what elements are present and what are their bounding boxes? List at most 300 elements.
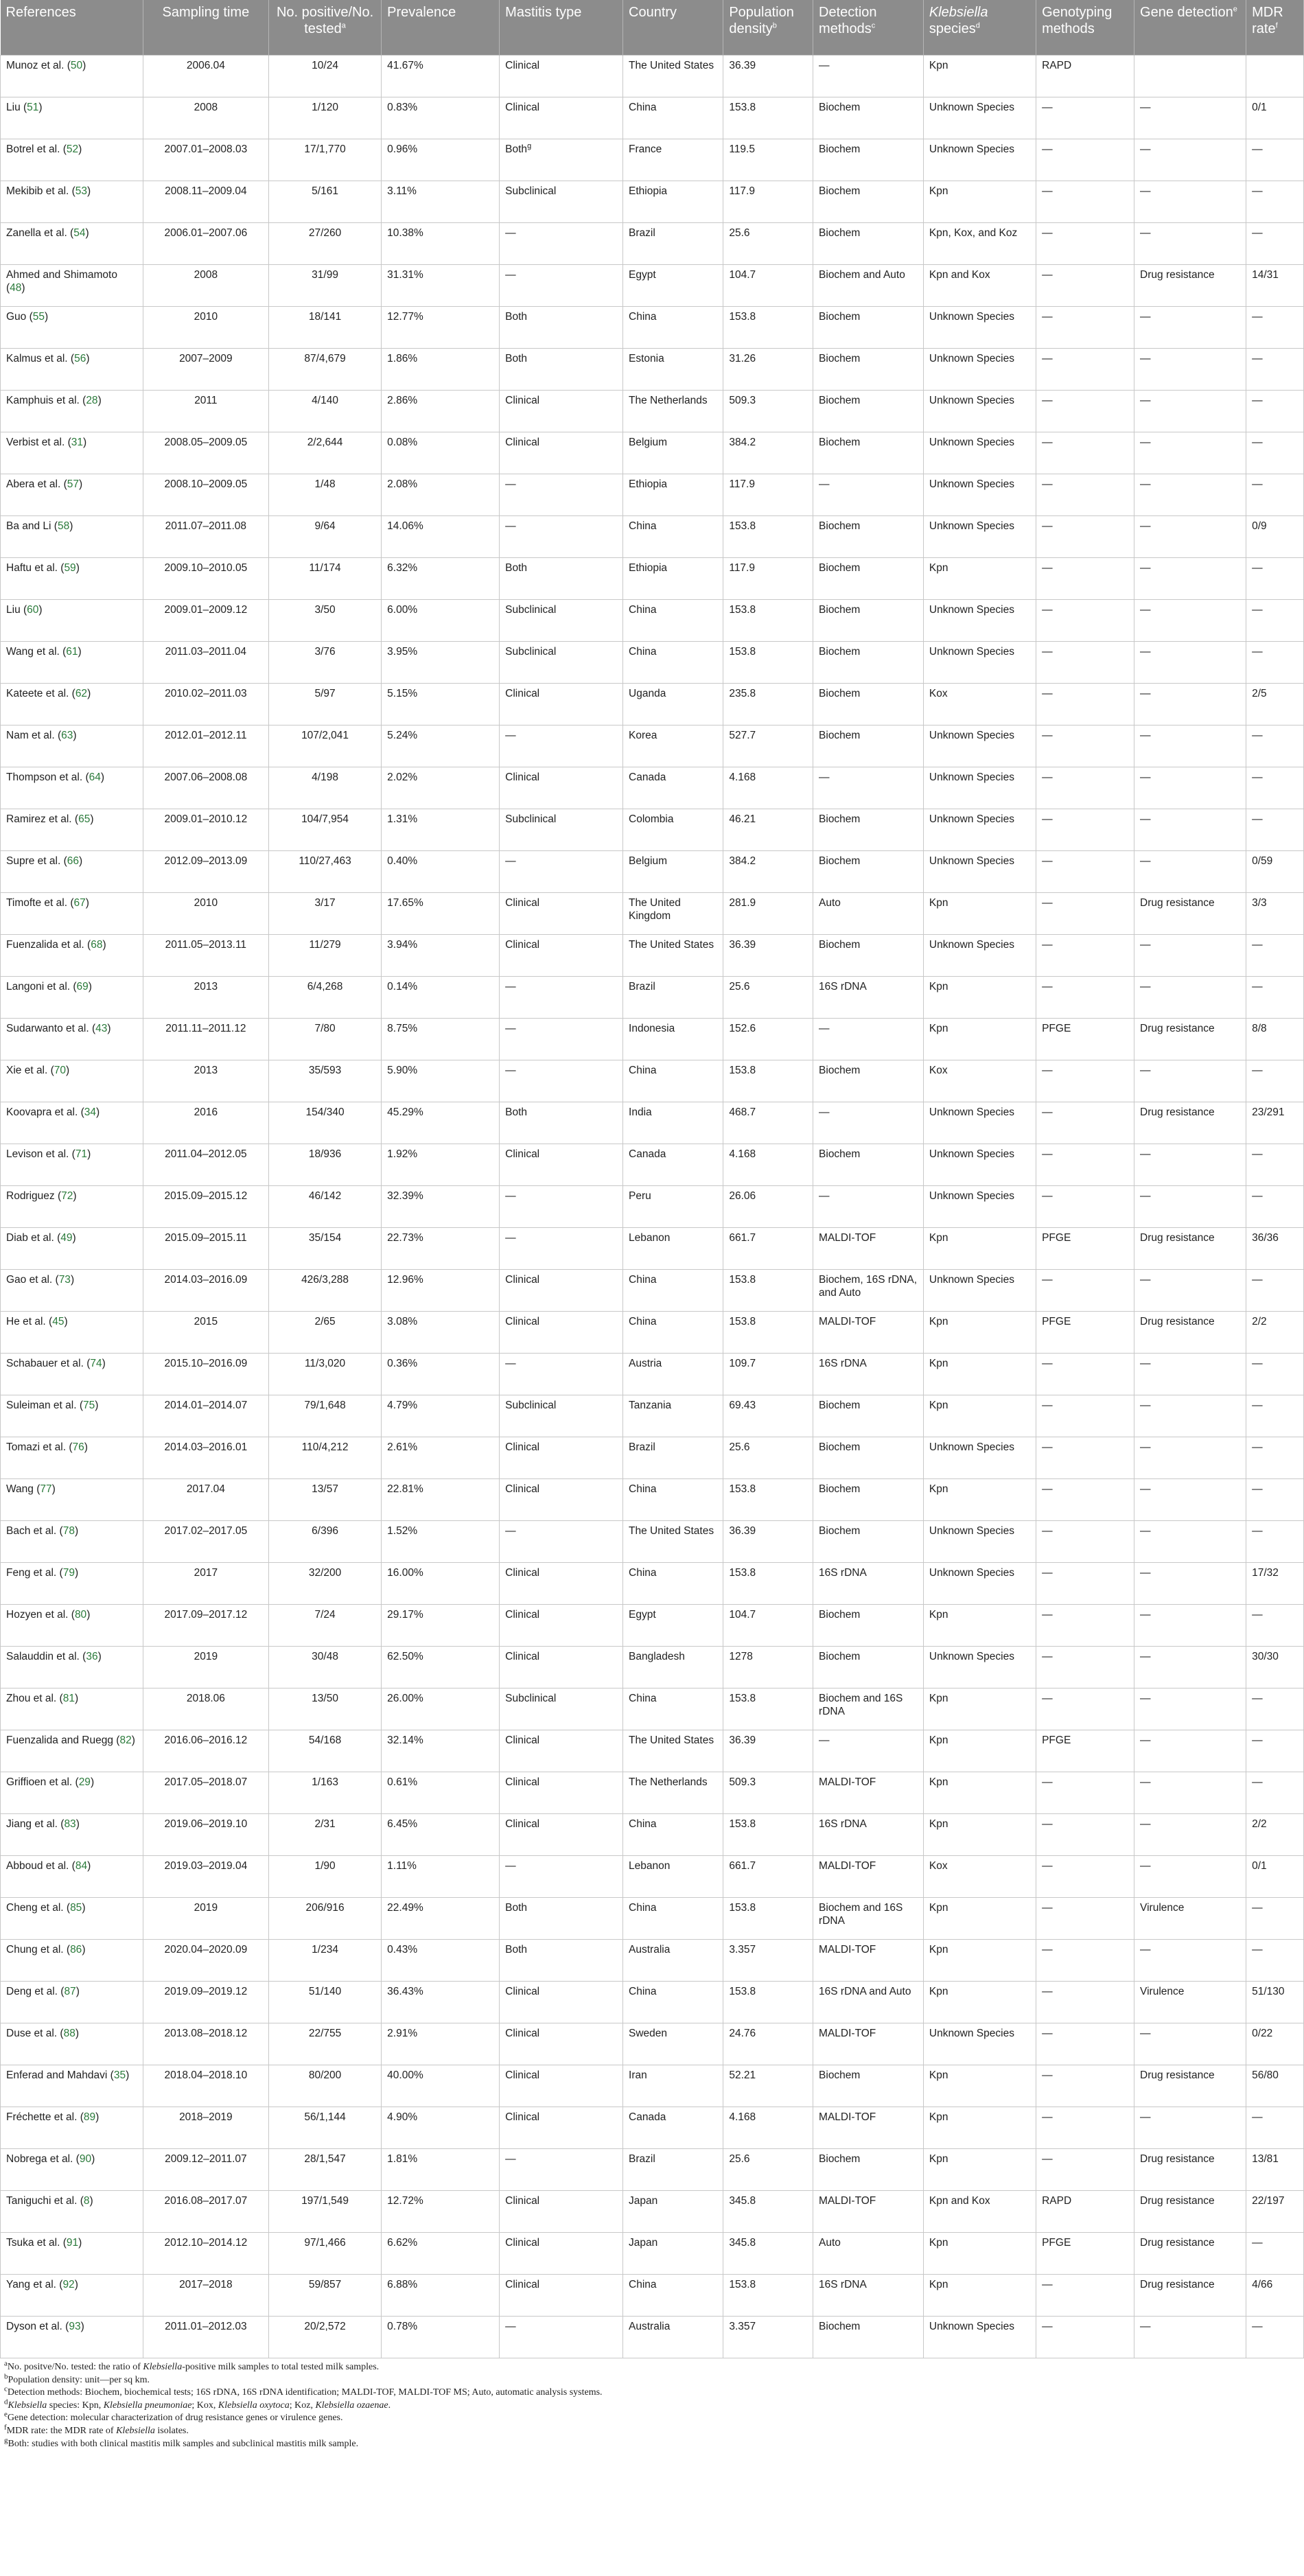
gene-detection-value: Drug resistance bbox=[1140, 897, 1215, 909]
cell-genotyping-methods bbox=[1036, 1982, 1134, 2023]
reference-link[interactable]: 49 bbox=[60, 1232, 73, 1244]
mastitis-type-value: Subclinical bbox=[505, 646, 557, 658]
prevalence-value: 3.94% bbox=[387, 939, 418, 951]
mdr-rate-value: — bbox=[1252, 227, 1263, 239]
mastitis-type-value: Clinical bbox=[505, 1734, 540, 1746]
cell-genotyping-methods bbox=[1036, 2275, 1134, 2317]
sampling-time-value: 2008.11–2009.04 bbox=[165, 185, 247, 197]
table-row bbox=[1, 1312, 1304, 1354]
cell-reference: He et al. (45) bbox=[1, 1312, 143, 1354]
klebsiella-species-value: Kpn bbox=[929, 1986, 948, 1997]
cell-population-density bbox=[723, 223, 813, 265]
mdr-rate-value: 0/9 bbox=[1252, 520, 1267, 532]
detection-methods-value: Biochem bbox=[819, 1400, 861, 1411]
cell-positive-tested bbox=[268, 1814, 381, 1856]
cell-sampling-time bbox=[143, 767, 268, 809]
cell-genotyping-methods bbox=[1036, 767, 1134, 809]
reference-link[interactable]: 29 bbox=[78, 1776, 91, 1788]
population-density-value: 527.7 bbox=[729, 730, 756, 741]
cell-gene-detection bbox=[1134, 1479, 1246, 1521]
cell-mastitis-type bbox=[500, 1856, 623, 1898]
country-value: Canada bbox=[629, 771, 666, 783]
detection-methods-value: Biochem bbox=[819, 353, 861, 364]
cell-gene-detection bbox=[1134, 1856, 1246, 1898]
cell-mastitis-type bbox=[500, 2023, 623, 2065]
cell-sampling-time bbox=[143, 1060, 268, 1102]
reference-author: Wang bbox=[6, 1483, 34, 1495]
cell-population-density bbox=[723, 642, 813, 684]
reference-link[interactable]: 31 bbox=[71, 437, 84, 448]
sampling-time-value: 2008.05–2009.05 bbox=[164, 437, 248, 448]
gene-detection-value: — bbox=[1140, 1609, 1151, 1621]
reference-link[interactable]: 62 bbox=[75, 688, 88, 699]
sampling-time-value: 2017 bbox=[194, 1567, 218, 1579]
mdr-rate-value: — bbox=[1252, 1693, 1263, 1704]
cell-country bbox=[623, 391, 723, 432]
mdr-rate-value: 13/81 bbox=[1252, 2153, 1279, 2165]
gene-detection-value: — bbox=[1140, 143, 1151, 155]
cell-positive-tested bbox=[268, 181, 381, 223]
reference-link[interactable]: 90 bbox=[79, 2153, 92, 2165]
cell-klebsiella-species bbox=[923, 1940, 1036, 1982]
mastitis-type-value: Both bbox=[505, 353, 528, 364]
population-density-value: 468.7 bbox=[729, 1106, 756, 1118]
reference-link[interactable]: 59 bbox=[64, 562, 76, 574]
sampling-time-value: 2012.10–2014.12 bbox=[164, 2237, 248, 2249]
reference-link[interactable]: 84 bbox=[75, 1860, 88, 1872]
reference-author: Fréchette et al. bbox=[6, 2111, 78, 2123]
cell-sampling-time bbox=[143, 726, 268, 767]
cell-positive-tested bbox=[268, 2065, 381, 2107]
cell-prevalence bbox=[382, 2275, 500, 2317]
cell-gene-detection bbox=[1134, 1772, 1246, 1814]
cell-reference: Liu (51) bbox=[1, 97, 143, 139]
cell-sampling-time bbox=[143, 2233, 268, 2275]
cell-reference: Feng et al. (79) bbox=[1, 1563, 143, 1605]
reference-link[interactable]: 58 bbox=[57, 520, 70, 532]
table-row bbox=[1, 1144, 1304, 1186]
mastitis-type-value: Clinical bbox=[505, 395, 540, 406]
footnote-text: MDR rate: the MDR rate of bbox=[6, 2425, 117, 2436]
prevalence-value: 10.38% bbox=[387, 227, 423, 239]
reference-link[interactable]: 35 bbox=[113, 2069, 126, 2081]
detection-methods-value: Biochem and 16S rDNA bbox=[819, 1693, 903, 1717]
table-row bbox=[1, 977, 1304, 1019]
reference-link[interactable]: 83 bbox=[64, 1818, 76, 1830]
detection-methods-value: Biochem bbox=[819, 730, 861, 741]
mastitis-type-value: Both bbox=[505, 143, 528, 155]
cell-sampling-time bbox=[143, 2065, 268, 2107]
header-country: Country bbox=[623, 0, 723, 56]
reference-link[interactable]: 82 bbox=[119, 1734, 132, 1746]
reference-link[interactable]: 69 bbox=[76, 981, 89, 993]
cell-detection-methods bbox=[813, 349, 924, 391]
cell-reference: Fuenzalida and Ruegg (82) bbox=[1, 1730, 143, 1772]
reference-link[interactable]: 67 bbox=[73, 897, 86, 909]
klebsiella-species-value: Kpn bbox=[929, 981, 948, 993]
table-row bbox=[1, 1437, 1304, 1479]
prevalence-value: 0.40% bbox=[387, 855, 418, 867]
reference-link[interactable]: 64 bbox=[89, 771, 101, 783]
country-value: Lebanon bbox=[629, 1860, 671, 1872]
cell-mastitis-type bbox=[500, 1060, 623, 1102]
footnote-marker: d bbox=[4, 2398, 8, 2406]
reference-link[interactable]: 91 bbox=[66, 2237, 79, 2249]
cell-country bbox=[623, 1479, 723, 1521]
cell-detection-methods bbox=[813, 1144, 924, 1186]
cell-genotyping-methods bbox=[1036, 1730, 1134, 1772]
cell-mdr-rate bbox=[1246, 1563, 1304, 1605]
reference-author: Gao et al. bbox=[6, 1274, 53, 1286]
genotyping-methods-value: — bbox=[1042, 102, 1053, 113]
cell-mdr-rate bbox=[1246, 2023, 1304, 2065]
cell-klebsiella-species bbox=[923, 1186, 1036, 1228]
prevalence-value: 40.00% bbox=[387, 2069, 423, 2081]
reference-link[interactable]: 51 bbox=[27, 102, 39, 113]
cell-sampling-time bbox=[143, 684, 268, 726]
cell-genotyping-methods bbox=[1036, 600, 1134, 642]
reference-link[interactable]: 66 bbox=[67, 855, 79, 867]
cell-reference: Diab et al. (49) bbox=[1, 1228, 143, 1270]
footnote-marker: c bbox=[4, 2384, 8, 2393]
cell-mastitis-type bbox=[500, 684, 623, 726]
cell-country bbox=[623, 1354, 723, 1395]
detection-methods-value: Biochem bbox=[819, 1609, 861, 1621]
cell-mastitis-type bbox=[500, 1772, 623, 1814]
gene-detection-value: Drug resistance bbox=[1140, 2237, 1215, 2249]
reference-link[interactable]: 61 bbox=[66, 646, 78, 658]
prevalence-value: 41.67% bbox=[387, 60, 423, 71]
genotyping-methods-value: — bbox=[1042, 1190, 1053, 1202]
cell-sampling-time bbox=[143, 809, 268, 851]
mdr-rate-value: 8/8 bbox=[1252, 1023, 1267, 1034]
positive-tested-value: 197/1,549 bbox=[301, 2195, 349, 2207]
prevalence-value: 1.81% bbox=[387, 2153, 418, 2165]
genotyping-methods-value: — bbox=[1042, 1148, 1053, 1160]
cell-genotyping-methods bbox=[1036, 1647, 1134, 1689]
reference-link[interactable]: 50 bbox=[70, 60, 83, 71]
cell-prevalence bbox=[382, 1437, 500, 1479]
reference-link[interactable]: 77 bbox=[40, 1483, 52, 1495]
cell-reference: Duse et al. (88) bbox=[1, 2023, 143, 2065]
gene-detection-value: — bbox=[1140, 1693, 1151, 1704]
sampling-time-value: 2014.03–2016.01 bbox=[164, 1441, 248, 1453]
cell-genotyping-methods bbox=[1036, 391, 1134, 432]
cell-mastitis-type bbox=[500, 391, 623, 432]
reference-link[interactable]: 85 bbox=[70, 1902, 82, 1914]
cell-sampling-time bbox=[143, 1354, 268, 1395]
cell-detection-methods bbox=[813, 1228, 924, 1270]
sampling-time-value: 2011 bbox=[194, 395, 218, 406]
gene-detection-value: — bbox=[1140, 730, 1151, 741]
mdr-rate-value: — bbox=[1252, 1902, 1263, 1914]
cell-reference: Cheng et al. (85) bbox=[1, 1898, 143, 1940]
prevalence-value: 6.45% bbox=[387, 1818, 418, 1830]
cell-gene-detection bbox=[1134, 1605, 1246, 1647]
reference-link[interactable]: 88 bbox=[63, 2028, 75, 2039]
cell-country bbox=[623, 1186, 723, 1228]
reference-link[interactable]: 73 bbox=[58, 1274, 71, 1286]
cell-prevalence bbox=[382, 1060, 500, 1102]
detection-methods-value: Biochem bbox=[819, 2321, 861, 2332]
cell-gene-detection bbox=[1134, 2065, 1246, 2107]
cell-gene-detection bbox=[1134, 2149, 1246, 2191]
reference-link[interactable]: 36 bbox=[86, 1651, 98, 1662]
reference-link[interactable]: 86 bbox=[70, 1944, 82, 1956]
klebsiella-species-value: Unknown Species bbox=[929, 604, 1014, 616]
mdr-rate-value: — bbox=[1252, 771, 1263, 783]
footnote-marker: g bbox=[4, 2435, 8, 2444]
cell-mastitis-type bbox=[500, 2149, 623, 2191]
klebsiella-species-value: Kox bbox=[929, 1860, 948, 1872]
gene-detection-value: — bbox=[1140, 2321, 1151, 2332]
footnote-marker: a bbox=[4, 2359, 8, 2368]
positive-tested-value: 9/64 bbox=[314, 520, 336, 532]
cell-sampling-time bbox=[143, 1689, 268, 1730]
klebsiella-species-value: Kpn bbox=[929, 1358, 948, 1369]
prevalence-value: 0.08% bbox=[387, 437, 418, 448]
cell-sampling-time bbox=[143, 1898, 268, 1940]
reference-author: Deng et al. bbox=[6, 1986, 58, 1997]
population-density-value: 153.8 bbox=[729, 1818, 756, 1830]
gene-detection-value: — bbox=[1140, 2028, 1151, 2039]
cell-klebsiella-species bbox=[923, 1479, 1036, 1521]
country-value: Brazil bbox=[629, 981, 655, 993]
cell-population-density bbox=[723, 1060, 813, 1102]
cell-gene-detection bbox=[1134, 600, 1246, 642]
cell-klebsiella-species bbox=[923, 1437, 1036, 1479]
cell-mdr-rate bbox=[1246, 1144, 1304, 1186]
population-density-value: 1278 bbox=[729, 1651, 753, 1662]
cell-reference: Gao et al. (73) bbox=[1, 1270, 143, 1312]
reference-link[interactable]: 55 bbox=[32, 311, 45, 323]
cell-mdr-rate bbox=[1246, 2275, 1304, 2317]
genotyping-methods-value: — bbox=[1042, 353, 1053, 364]
reference-link[interactable]: 57 bbox=[67, 478, 79, 490]
detection-methods-value: Biochem bbox=[819, 227, 861, 239]
reference-link[interactable]: 48 bbox=[10, 282, 22, 294]
table-row bbox=[1, 1647, 1304, 1689]
reference-link[interactable]: 75 bbox=[83, 1400, 95, 1411]
table-row bbox=[1, 1856, 1304, 1898]
cell-mastitis-type bbox=[500, 1940, 623, 1982]
genotyping-methods-value: — bbox=[1042, 562, 1053, 574]
cell-detection-methods bbox=[813, 1689, 924, 1730]
footnote-text: species: Kpn, bbox=[47, 2400, 104, 2411]
reference-link[interactable]: 68 bbox=[91, 939, 103, 951]
mdr-rate-value: 14/31 bbox=[1252, 269, 1279, 281]
reference-link[interactable]: 54 bbox=[73, 227, 86, 239]
cell-prevalence bbox=[382, 977, 500, 1019]
cell-sampling-time bbox=[143, 1312, 268, 1354]
cell-country bbox=[623, 1730, 723, 1772]
country-value: China bbox=[629, 1316, 657, 1327]
klebsiella-species-value: Unknown Species bbox=[929, 939, 1014, 951]
country-value: Uganda bbox=[629, 688, 666, 699]
cell-gene-detection bbox=[1134, 1102, 1246, 1144]
footnote-text: Both: studies with both clinical mastitis milk samples and subclinical mastitis milk sample. bbox=[8, 2438, 359, 2449]
reference-author: Koovapra et al. bbox=[6, 1106, 78, 1118]
population-density-value: 235.8 bbox=[729, 688, 756, 699]
reference-link[interactable]: 63 bbox=[61, 730, 73, 741]
detection-methods-value: Biochem bbox=[819, 855, 861, 867]
footnote bbox=[4, 2361, 1300, 2374]
cell-mastitis-type bbox=[500, 181, 623, 223]
cell-positive-tested bbox=[268, 1019, 381, 1060]
reference-link[interactable]: 45 bbox=[52, 1316, 65, 1327]
cell-population-density bbox=[723, 2149, 813, 2191]
sampling-time-value: 2007.06–2008.08 bbox=[164, 771, 248, 783]
cell-mdr-rate bbox=[1246, 1689, 1304, 1730]
cell-genotyping-methods bbox=[1036, 851, 1134, 893]
cell-prevalence bbox=[382, 809, 500, 851]
reference-author: Haftu et al. bbox=[6, 562, 58, 574]
cell-gene-detection bbox=[1134, 1437, 1246, 1479]
cell-reference: Yang et al. (92) bbox=[1, 2275, 143, 2317]
table-row bbox=[1, 1814, 1304, 1856]
population-density-value: 109.7 bbox=[729, 1358, 756, 1369]
reference-link[interactable]: 56 bbox=[74, 353, 86, 364]
mdr-rate-value: — bbox=[1252, 1358, 1263, 1369]
mastitis-type-value: — bbox=[505, 2153, 516, 2165]
cell-prevalence bbox=[382, 1898, 500, 1940]
mdr-rate-value: — bbox=[1252, 1734, 1263, 1746]
gene-detection-value: Virulence bbox=[1140, 1986, 1185, 1997]
klebsiella-species-value: Kpn bbox=[929, 1023, 948, 1034]
positive-tested-value: 11/3,020 bbox=[304, 1358, 346, 1369]
detection-methods-value: — bbox=[819, 1023, 830, 1034]
cell-country bbox=[623, 684, 723, 726]
positive-tested-value: 87/4,679 bbox=[304, 353, 346, 364]
reference-link[interactable]: 74 bbox=[90, 1358, 102, 1369]
reference-link[interactable]: 28 bbox=[86, 395, 98, 406]
reference-link[interactable]: 78 bbox=[62, 1525, 75, 1537]
reference-link[interactable]: 60 bbox=[27, 604, 39, 616]
sampling-time-value: 2019.06–2019.10 bbox=[164, 1818, 248, 1830]
cell-gene-detection bbox=[1134, 1270, 1246, 1312]
cell-detection-methods bbox=[813, 726, 924, 767]
cell-gene-detection bbox=[1134, 307, 1246, 349]
gene-detection-value: — bbox=[1140, 478, 1151, 490]
cell-positive-tested bbox=[268, 684, 381, 726]
cell-positive-tested bbox=[268, 349, 381, 391]
gene-detection-value: — bbox=[1140, 1567, 1151, 1579]
reference-link[interactable]: 65 bbox=[78, 813, 91, 825]
population-density-value: 661.7 bbox=[729, 1860, 756, 1872]
country-value: Iran bbox=[629, 2069, 647, 2081]
cell-klebsiella-species bbox=[923, 1689, 1036, 1730]
cell-klebsiella-species bbox=[923, 1856, 1036, 1898]
cell-population-density bbox=[723, 1521, 813, 1563]
cell-klebsiella-species bbox=[923, 2233, 1036, 2275]
country-value: China bbox=[629, 311, 657, 323]
reference-author: Chung et al. bbox=[6, 1944, 64, 1956]
reference-link[interactable]: 79 bbox=[62, 1567, 75, 1579]
cell-prevalence bbox=[382, 391, 500, 432]
klebsiella-species-value: Kpn bbox=[929, 1400, 948, 1411]
reference-link[interactable]: 70 bbox=[54, 1065, 67, 1076]
reference-link[interactable]: 93 bbox=[69, 2321, 81, 2332]
country-value: China bbox=[629, 1567, 657, 1579]
sampling-time-value: 2008.10–2009.05 bbox=[164, 478, 248, 490]
reference-link[interactable]: 8 bbox=[83, 2195, 90, 2207]
cell-mdr-rate bbox=[1246, 1940, 1304, 1982]
reference-link[interactable]: 92 bbox=[62, 2279, 75, 2290]
mastitis-type-value: Subclinical bbox=[505, 185, 557, 197]
cell-sampling-time bbox=[143, 391, 268, 432]
positive-tested-value: 11/279 bbox=[309, 939, 341, 951]
cell-country bbox=[623, 1563, 723, 1605]
country-value: India bbox=[629, 1106, 652, 1118]
cell-country bbox=[623, 223, 723, 265]
header-gene-detection: Gene detection$^e$ bbox=[1134, 0, 1246, 56]
cell-population-density bbox=[723, 2317, 813, 2358]
reference-link[interactable]: 87 bbox=[64, 1986, 76, 1997]
klebsiella-species-value: Unknown Species bbox=[929, 771, 1014, 783]
reference-link[interactable]: 72 bbox=[61, 1190, 73, 1202]
cell-mastitis-type bbox=[500, 474, 623, 516]
table-row bbox=[1, 2275, 1304, 2317]
reference-link[interactable]: 76 bbox=[72, 1441, 84, 1453]
cell-reference: Tsuka et al. (91) bbox=[1, 2233, 143, 2275]
klebsiella-species-value: Kpn bbox=[929, 1902, 948, 1914]
reference-link[interactable]: 89 bbox=[83, 2111, 96, 2123]
cell-detection-methods bbox=[813, 1521, 924, 1563]
mdr-rate-value: — bbox=[1252, 1148, 1263, 1160]
table-row bbox=[1, 767, 1304, 809]
detection-methods-value: Biochem bbox=[819, 1525, 861, 1537]
cell-genotyping-methods bbox=[1036, 2023, 1134, 2065]
cell-country bbox=[623, 1772, 723, 1814]
country-value: Belgium bbox=[629, 437, 668, 448]
reference-link[interactable]: 52 bbox=[66, 143, 79, 155]
reference-link[interactable]: 34 bbox=[84, 1106, 96, 1118]
cell-mastitis-type bbox=[500, 1521, 623, 1563]
reference-link[interactable]: 81 bbox=[62, 1693, 75, 1704]
reference-link[interactable]: 43 bbox=[95, 1023, 108, 1034]
mdr-rate-value: 0/1 bbox=[1252, 1860, 1267, 1872]
cell-mdr-rate bbox=[1246, 181, 1304, 223]
reference-link[interactable]: 71 bbox=[75, 1148, 88, 1160]
sampling-time-value: 2017–2018 bbox=[179, 2279, 233, 2290]
cell-mdr-rate bbox=[1246, 1898, 1304, 1940]
cell-detection-methods bbox=[813, 2191, 924, 2233]
country-value: China bbox=[629, 102, 657, 113]
cell-detection-methods bbox=[813, 1395, 924, 1437]
reference-link[interactable]: 53 bbox=[75, 185, 88, 197]
cell-klebsiella-species bbox=[923, 1060, 1036, 1102]
klebsiella-species-value: Kpn bbox=[929, 1693, 948, 1704]
mastitis-type-value: — bbox=[505, 1860, 516, 1872]
cell-reference: Munoz et al. (50) bbox=[1, 56, 143, 97]
cell-reference: Ramirez et al. (65) bbox=[1, 809, 143, 851]
cell-country bbox=[623, 307, 723, 349]
prevalence-value: 14.06% bbox=[387, 520, 423, 532]
gene-detection-value: — bbox=[1140, 227, 1151, 239]
mastitis-type-value: Subclinical bbox=[505, 813, 557, 825]
cell-klebsiella-species bbox=[923, 684, 1036, 726]
klebsiella-species-value: Unknown Species bbox=[929, 395, 1014, 406]
positive-tested-value: 11/174 bbox=[309, 562, 341, 574]
sampling-time-value: 2018.04–2018.10 bbox=[164, 2069, 248, 2081]
reference-author: Sudarwanto et al. bbox=[6, 1023, 89, 1034]
cell-mastitis-type bbox=[500, 977, 623, 1019]
cell-mdr-rate bbox=[1246, 1772, 1304, 1814]
cell-mastitis-type bbox=[500, 2107, 623, 2149]
cell-population-density bbox=[723, 1647, 813, 1689]
sampling-time-value: 2020.04–2020.09 bbox=[164, 1944, 248, 1956]
reference-link[interactable]: 80 bbox=[74, 1609, 87, 1621]
